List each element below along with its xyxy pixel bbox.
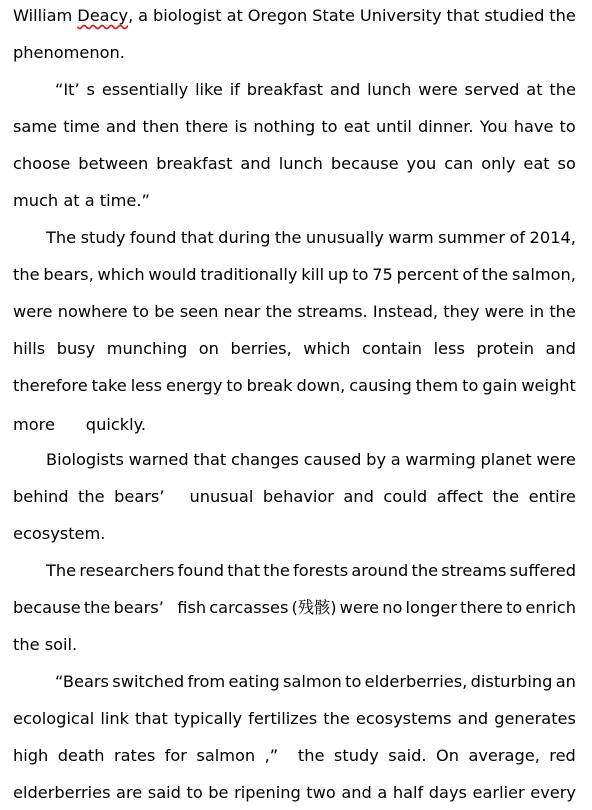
word: the [549,6,576,25]
word: eating [228,672,280,691]
word: were [339,598,380,617]
word: causing [349,376,412,395]
word: of [462,265,478,284]
word: down, [296,376,346,395]
word: unusual [189,487,254,506]
word: near [223,302,261,321]
word: less [433,339,465,358]
word: entire [528,487,576,506]
word: (残骸) [291,598,337,617]
word: half [392,783,424,802]
word: during [218,228,271,247]
text-line [13,372,576,400]
text-line [13,446,576,474]
word: 2014, [529,228,576,247]
word: Biologists [46,450,124,469]
word: the [549,302,576,321]
text-line [13,76,576,104]
word: You [479,117,508,136]
word: summer [438,228,505,247]
word: which [303,339,351,358]
word: which [97,265,145,284]
word: because [13,598,81,617]
word: a [390,450,401,469]
word: would [148,265,197,284]
word: until [376,117,412,136]
text-line [13,557,576,585]
text-line [13,668,576,696]
word: State [312,6,355,25]
word: seen [179,302,219,321]
word: there [460,598,503,617]
word: gain [482,376,518,395]
word: weight [521,376,576,395]
word: forests [293,561,349,580]
word: kill [301,265,325,284]
word: carcasses [209,598,289,617]
word: to [462,376,479,395]
text-line [13,705,576,733]
word: no [382,598,403,617]
word: in [529,302,545,321]
word: Deacy, [77,6,134,25]
word: earlier [472,783,525,802]
text-line [13,742,576,770]
word: the [323,709,350,728]
word: bears, [43,265,94,284]
word: elderberries, [364,672,468,691]
word: were [484,302,525,321]
word: and [341,783,372,802]
word: to [226,376,243,395]
word: a [377,783,388,802]
word: found [177,561,224,580]
word: energy [166,376,223,395]
word: that [227,561,261,580]
word: link [100,709,129,728]
word: is [234,117,248,136]
word: the [13,265,40,284]
word: suffered [509,561,576,580]
word: the [265,302,293,321]
word: to [352,265,369,284]
text-line: more quickly. [13,415,147,434]
word: Oregon [247,6,308,25]
text-line: the soil. [13,635,78,654]
text-line: ecosystem. [13,524,106,543]
word: are [116,783,143,802]
word: served [464,80,520,99]
word: longer [405,598,458,617]
word: salmon [283,672,342,691]
word: the [297,746,325,765]
word: and [343,487,374,506]
word: munching [106,339,188,358]
word: affect [436,487,483,506]
word: be [208,783,229,802]
word: bears’ [114,487,180,506]
word: the [411,561,439,580]
word: hills [13,339,46,358]
word: generates [494,709,576,728]
word: and [105,117,137,136]
word: salmon, [512,265,576,284]
word: time [63,117,100,136]
word: can [444,154,474,173]
word: streams [441,561,507,580]
word: at [226,6,243,25]
word: switched [112,672,185,691]
word: average, [468,746,540,765]
word: eat [523,154,550,173]
word: there [185,117,229,136]
word: break [246,376,293,395]
word: bears’ [113,598,175,617]
word: to [186,783,203,802]
word: at [526,80,543,99]
word: changes [230,450,299,469]
word: take [91,376,127,395]
word: to [345,672,362,691]
word: typically [173,709,243,728]
word: every [530,783,576,802]
word: that [180,228,214,247]
word: be [154,302,175,321]
word: warm [388,228,434,247]
word: days [428,783,467,802]
word: protein [476,339,534,358]
text-line [13,2,576,30]
word: and [329,80,361,99]
word: high [13,746,49,765]
word: Instead, [372,302,439,321]
word: that [193,450,227,469]
word: elderberries [13,783,111,802]
word: breakfast [246,80,323,99]
word: The [46,561,77,580]
word: ecological [13,709,95,728]
word: salmon [196,746,256,765]
word: busy [56,339,96,358]
word: the [263,561,290,580]
word: red [549,746,576,765]
word: behind [13,487,69,506]
word: an [555,672,576,691]
word: berries, [230,339,292,358]
word: 75 [372,265,393,284]
word: eat [343,117,370,136]
word: streams. [297,302,368,321]
word: the [481,265,509,284]
word: said [147,783,181,802]
word: could [383,487,428,506]
word: and [545,339,576,358]
word: the [78,487,105,506]
word: for [164,746,187,765]
word: ,” [264,746,289,765]
word: unusually [305,228,384,247]
word: by [366,450,387,469]
word: the [492,487,520,506]
word: that [446,6,480,25]
word: from [187,672,226,691]
word: because [330,154,399,173]
word: and [240,154,271,173]
word: study [333,746,379,765]
word: ecosystems [355,709,452,728]
word: between [78,154,149,173]
word: that [135,709,168,728]
word: were [536,450,576,469]
word: fertilizes [248,709,318,728]
word: dinner. [418,117,474,136]
word: studied [484,6,545,25]
word: like [195,80,223,99]
text-line [13,224,576,252]
word: disturbing [470,672,553,691]
word: them [415,376,459,395]
word: ripening [234,783,301,802]
word: University [359,6,442,25]
text-line: much at a time.” [13,191,150,210]
text-line [13,594,576,622]
word: enrich [525,598,576,617]
word: same [13,117,58,136]
word: around [351,561,409,580]
word: caused [303,450,362,469]
text-line [13,335,576,363]
word: percent [396,265,459,284]
text-line [13,150,576,178]
word: were [418,80,458,99]
word: contain [361,339,423,358]
word: of [509,228,526,247]
word: researchers [79,561,175,580]
word: study [80,228,126,247]
word: to [559,117,576,136]
word: planet [480,450,532,469]
word: and [457,709,489,728]
word: said. [388,746,427,765]
word: behavior [262,487,334,506]
word: up [327,265,349,284]
word: the [274,228,302,247]
text-line [13,779,576,807]
word: nothing [253,117,316,136]
word: lunch [367,80,412,99]
word: if [229,80,240,99]
word: the [83,598,111,617]
word: to [132,302,150,321]
word: biologist [153,6,222,25]
word: breakfast [156,154,233,173]
word: s [86,80,95,99]
text-line [13,483,576,511]
word: lunch [278,154,323,173]
word: two [306,783,336,802]
word: On [435,746,459,765]
text-line [13,113,576,141]
word: death [57,746,105,765]
word: so [557,154,576,173]
word: rates [113,746,156,765]
word: William [13,6,73,25]
word: they [443,302,480,321]
word: essentially [101,80,189,99]
word: only [481,154,516,173]
word: choose [13,154,71,173]
word: have [513,117,554,136]
spellcheck-underline: Deacy [77,6,129,25]
word: fish [177,598,207,617]
word: found [129,228,177,247]
word: were [13,302,53,321]
word: nowhere [57,302,128,321]
word: therefore [13,376,88,395]
word: on [198,339,219,358]
word: to [321,117,338,136]
word: traditionally [200,265,298,284]
word: to [506,598,523,617]
word: warming [405,450,476,469]
word: warned [128,450,189,469]
word: The [46,228,77,247]
word: a [138,6,149,25]
word: “It’ [55,80,80,99]
text-line [13,298,576,326]
word: you [406,154,437,173]
word: “Bears [55,672,109,691]
text-line: phenomenon. [13,43,125,62]
word: then [142,117,180,136]
word: less [130,376,163,395]
text-line [13,261,576,289]
word: the [549,80,576,99]
